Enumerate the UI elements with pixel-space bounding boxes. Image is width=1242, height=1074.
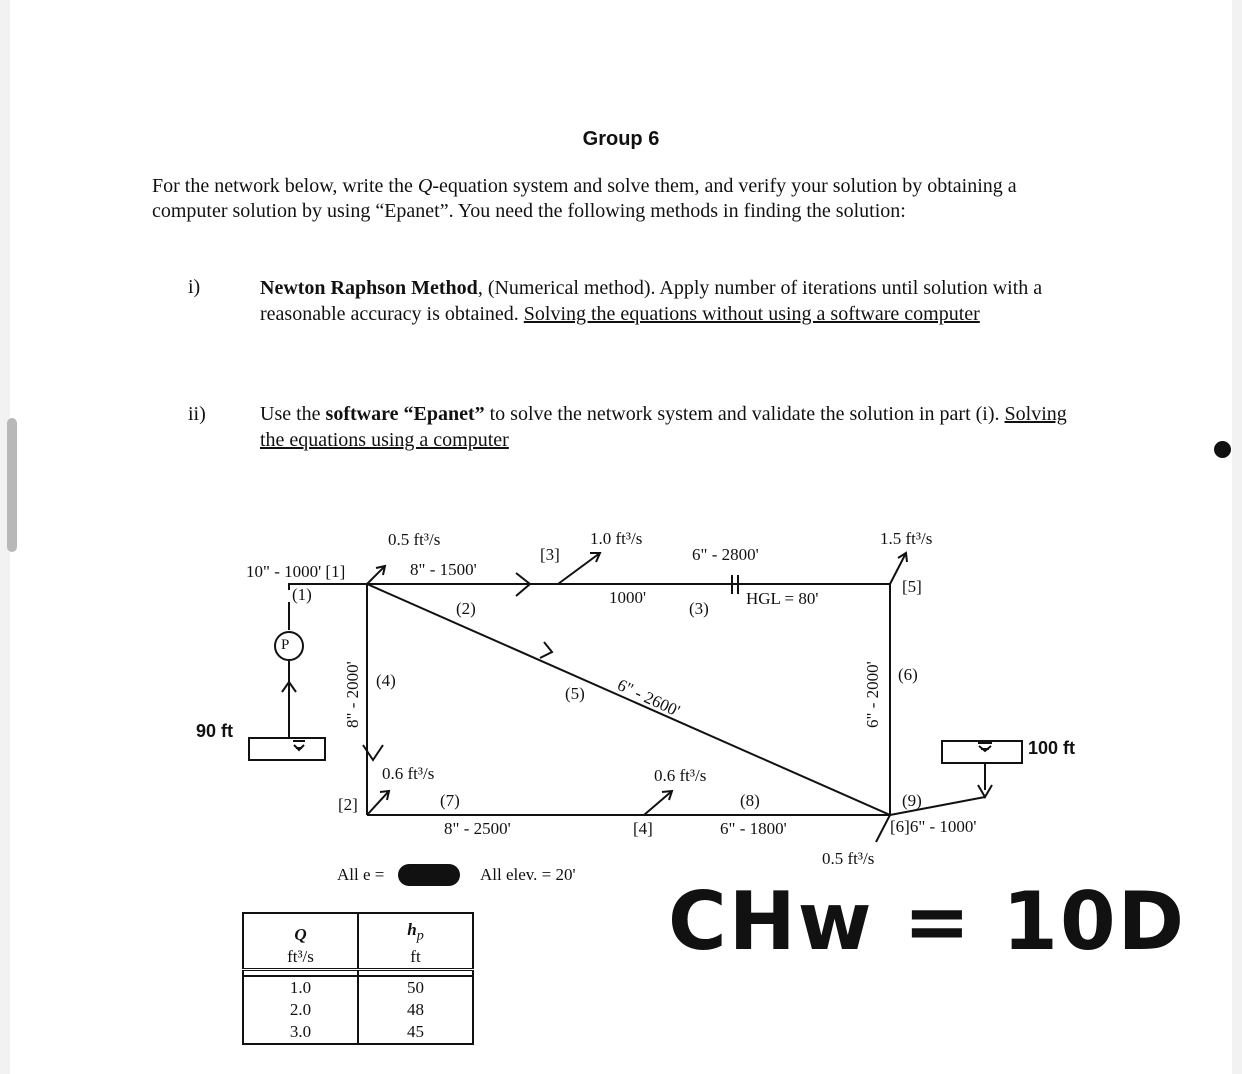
pipe-6-number: (6) <box>898 665 918 684</box>
pipe-5-number: (5) <box>565 684 585 703</box>
pipe-1-number: (1) <box>292 585 312 604</box>
node-2-label: [2] <box>338 795 358 814</box>
pipe-5-diagonal <box>367 584 890 815</box>
demand-arrow-3 <box>558 553 600 584</box>
table-row: 3.0 45 <box>243 1021 473 1044</box>
demand-label-5: 1.5 ft³/s <box>880 529 933 548</box>
pipe-8-label: 6" - 1800' <box>720 819 787 838</box>
demand-arrow-1 <box>367 566 385 584</box>
hgl-label: HGL = 80' <box>746 589 819 608</box>
item-1-number: i) <box>188 276 201 298</box>
demand-label-2: 0.6 ft³/s <box>382 764 435 783</box>
pipe-4-number: (4) <box>376 671 396 690</box>
pipe-7-number: (7) <box>440 791 460 810</box>
redaction-mark <box>398 864 460 886</box>
demand-label-3: 1.0 ft³/s <box>590 529 643 548</box>
node-5-label: [5] <box>902 577 922 596</box>
demand-arrow-6 <box>876 815 890 842</box>
pipe-6-label: 6" - 2000' <box>863 661 882 728</box>
pipe-3-number: (3) <box>689 599 709 618</box>
demand-label-1: 0.5 ft³/s <box>388 530 441 549</box>
item-1-text: Newton Raphson Method, (Numerical method). Apply number of iterations until solution with a reasonable accuracy is obtained. Solving the equations without using a software computer <box>260 277 1043 325</box>
left-elevation: 90 ft <box>196 721 234 741</box>
pump-curve-table <box>242 912 474 1045</box>
col-header-q: Q ft³/s <box>243 913 358 970</box>
demand-arrow-2 <box>367 791 389 815</box>
pipe-3-length: 1000' <box>609 588 647 607</box>
pipe-3-label: 6" - 2800' <box>692 545 759 564</box>
table-row: 1.0 50 <box>243 976 473 999</box>
pipe-5-label: 6" - 2600' <box>614 675 683 721</box>
pipe-1-label: 10" - 1000' [1] <box>246 562 346 581</box>
node-4-label: [4] <box>633 819 653 838</box>
demand-label-4: 0.6 ft³/s <box>654 766 707 785</box>
item-2-text: Use the software “Epanet” to solve the network system and validate the solution in part (i). Solving the equations using a computer <box>260 403 1067 451</box>
node-6-label: [6]6" - 1000' <box>890 817 977 836</box>
node-3-label: [3] <box>540 545 560 564</box>
pump-label: P <box>281 637 290 653</box>
pipe-4-label: 8" - 2000' <box>343 661 362 728</box>
pipe-8-number: (8) <box>740 791 760 810</box>
pipe-2-label: 8" - 1500' <box>410 560 477 579</box>
pipe-7-label: 8" - 2500' <box>444 819 511 838</box>
item-2-number: ii) <box>188 403 206 425</box>
flow-arrow-pipe-5 <box>540 642 552 658</box>
roughness-label: All e = <box>337 865 385 884</box>
table-row: 2.0 48 <box>243 999 473 1021</box>
page-title: Group 6 <box>582 128 660 150</box>
demand-label-6: 0.5 ft³/s <box>822 849 875 868</box>
elevation-note: All elev. = 20' <box>480 865 576 884</box>
right-reservoir <box>942 741 1022 763</box>
right-elevation: 100 ft <box>1028 738 1076 758</box>
demand-arrow-4 <box>644 791 672 815</box>
pipe-2-number: (2) <box>456 599 476 618</box>
col-header-hp: $h_p$ ft <box>358 913 473 970</box>
intro-paragraph: For the network below, write the Q-equation system and solve them, and verify your solution by obtaining a computer solution by using “Epanet”. You need the following methods in finding the solution: <box>152 175 1017 222</box>
left-reservoir <box>249 738 325 760</box>
handwritten-note: CHw = 10D <box>668 875 1187 968</box>
pipe-9-number: (9) <box>902 791 922 810</box>
